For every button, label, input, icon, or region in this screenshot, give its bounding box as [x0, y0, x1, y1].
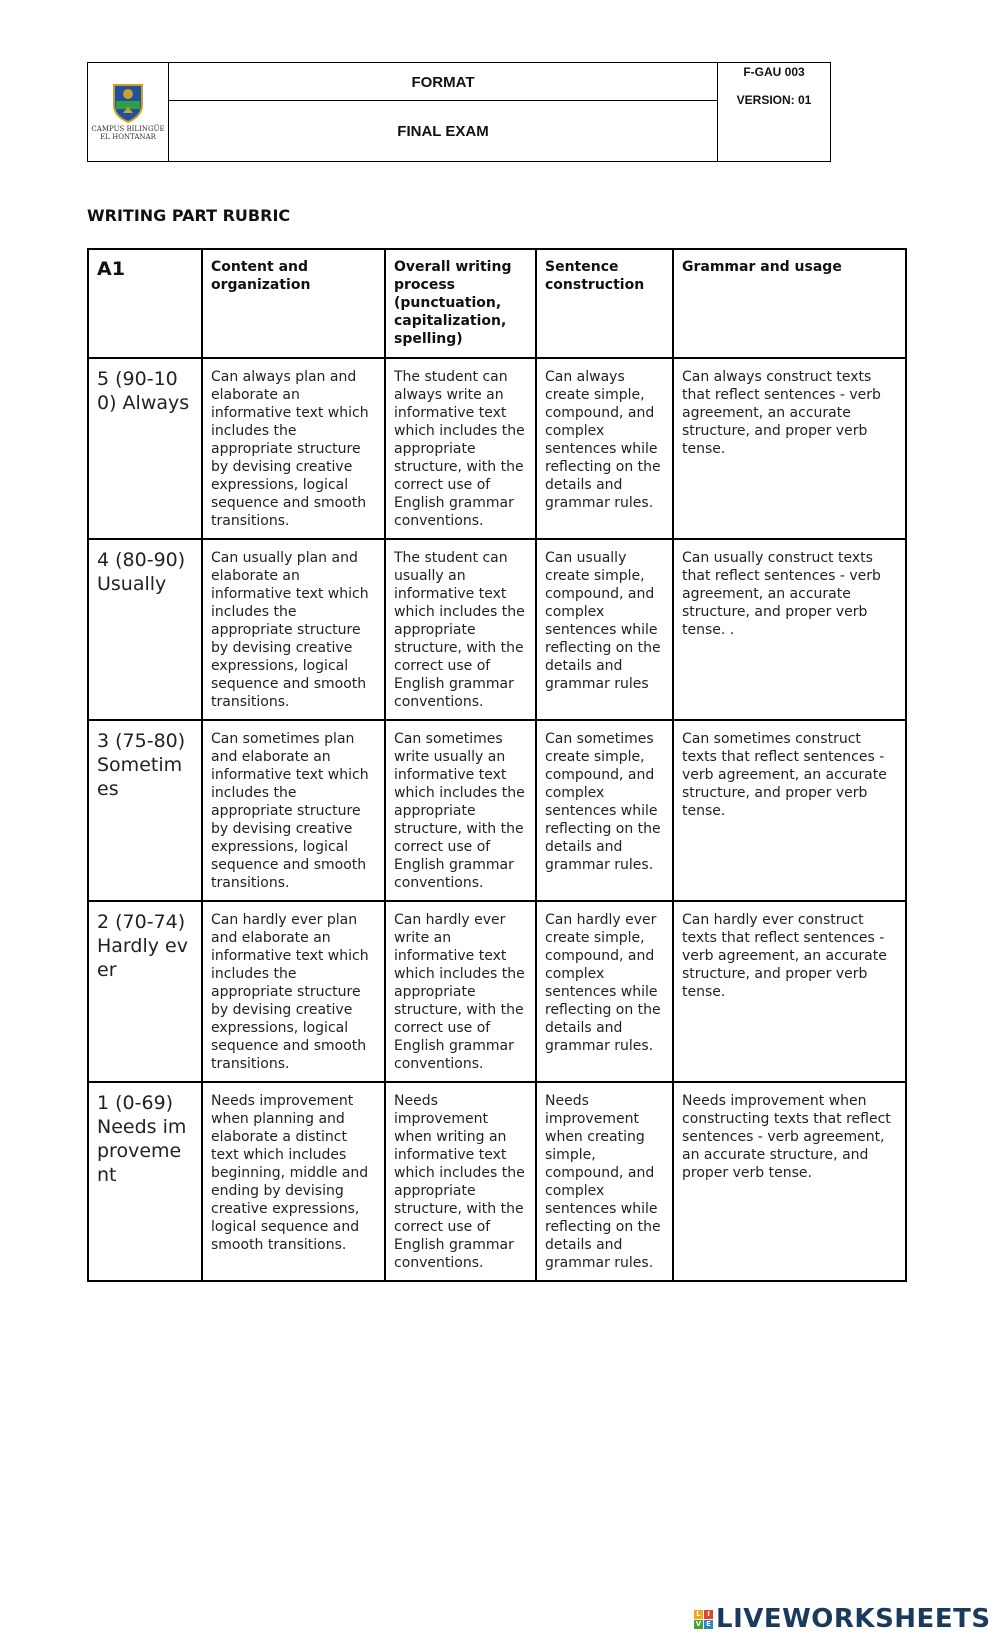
level-cell: 4 (80-90) Usually: [88, 539, 202, 720]
rubric-cell: Can sometimes plan and elaborate an informative text which includes the appropriate structure by devising creative expressions, logical sequence and smooth transitions.: [202, 720, 385, 901]
rubric-cell: Can always construct texts that reflect sentences - verb agreement, an accurate structure, and proper verb tense.: [673, 358, 906, 539]
rubric-cell: Needs improvement when writing an informative text which includes the appropriate structure, with the correct use of English grammar conventions.: [385, 1082, 536, 1281]
badge-letter: V: [695, 1619, 702, 1628]
rubric-row: [88, 1082, 906, 1281]
rubric-cell: Needs improvement when creating simple, compound, and complex sentences while reflecting on the details and grammar rules.: [536, 1082, 673, 1281]
rubric-table: [87, 248, 907, 1282]
rubric-cell: Can usually plan and elaborate an informative text which includes the appropriate structure by devising creative expressions, logical sequence and smooth transitions.: [202, 539, 385, 720]
rubric-cell: Can always create simple, compound, and complex sentences while reflecting on the details and grammar rules.: [536, 358, 673, 539]
liveworksheets-brand[interactable]: [694, 1604, 991, 1634]
rubric-cell: Can hardly ever plan and elaborate an informative text which includes the appropriate structure by devising creative expressions, logical sequence and smooth transitions.: [202, 901, 385, 1082]
rubric-cell: Can hardly ever create simple, compound, and complex sentences while reflecting on the details and grammar rules.: [536, 901, 673, 1082]
rubric-row: [88, 720, 906, 901]
document-code: F-GAU 003: [743, 65, 805, 79]
rubric-cell: Can sometimes construct texts that reflect sentences - verb agreement, an accurate structure, and proper verb tense.: [673, 720, 906, 901]
column-header-grammar: Grammar and usage: [673, 249, 906, 358]
school-crest-icon: [111, 83, 145, 123]
section-title: WRITING PART RUBRIC: [87, 206, 291, 225]
rubric-cell: Can always plan and elaborate an informative text which includes the appropriate structure by devising creative expressions, logical sequence and smooth transitions.: [202, 358, 385, 539]
document-version: VERSION: 01: [736, 93, 812, 107]
rubric-cell: Needs improvement when constructing texts that reflect sentences - verb agreement, an accurate structure, and proper verb tense.: [673, 1082, 906, 1281]
rubric-cell: Can sometimes create simple, compound, and complex sentences while reflecting on the details and grammar rules.: [536, 720, 673, 901]
level-cell: 2 (70-74) Hardly ever: [88, 901, 202, 1082]
rubric-cell: Needs improvement when planning and elaborate a distinct text which includes beginning, middle and ending by devising creative expressions, logical sequence and smooth transitions.: [202, 1082, 385, 1281]
rubric-row: [88, 901, 906, 1082]
level-column-header: A1: [88, 249, 202, 358]
level-cell: 1 (0-69) Needs improvement: [88, 1082, 202, 1281]
column-header-sentence: Sentence construction: [536, 249, 673, 358]
rubric-row: [88, 539, 906, 720]
rubric-cell: Can hardly ever construct texts that reflect sentences - verb agreement, an accurate structure, and proper verb tense.: [673, 901, 906, 1082]
logo-caption-line1: CAMPUS BILINGÜE: [91, 125, 165, 133]
rubric-cell: Can sometimes write usually an informative text which includes the appropriate structure, with the correct use of English grammar conventions.: [385, 720, 536, 901]
badge-letter: I: [704, 1610, 713, 1619]
rubric-cell: The student can always write an informative text which includes the appropriate structure, with the correct use of English grammar conventions.: [385, 358, 536, 539]
code-cell: [718, 63, 830, 161]
column-header-content: Content and organization: [202, 249, 385, 358]
badge-letter: L: [694, 1610, 703, 1619]
logo-caption-line2: EL HONTANAR: [100, 133, 156, 141]
document-header: [87, 62, 831, 162]
rubric-cell: Can hardly ever write an informative text which includes the appropriate structure, with the correct use of English grammar conventions.: [385, 901, 536, 1082]
badge-letter: E: [704, 1620, 713, 1629]
level-cell: 5 (90-100) Always: [88, 358, 202, 539]
exam-label: FINAL EXAM: [397, 122, 489, 140]
liveworksheets-logo-icon: [694, 1610, 713, 1629]
brand-text: LIVEWORKSHEETS: [716, 1604, 991, 1634]
format-label: FORMAT: [169, 63, 717, 101]
title-cell: [169, 63, 718, 161]
rubric-cell: Can usually construct texts that reflect sentences - verb agreement, an accurate structure, and proper verb tense. .: [673, 539, 906, 720]
rubric-cell: Can usually create simple, compound, and complex sentences while reflecting on the details and grammar rules: [536, 539, 673, 720]
logo-cell: [88, 63, 169, 161]
column-header-writing-process: Overall writing process (punctuation, capitalization, spelling): [385, 249, 536, 358]
logo-caption: [91, 125, 164, 141]
rubric-row: [88, 358, 906, 539]
rubric-header-row: [88, 249, 906, 358]
rubric-cell: The student can usually an informative text which includes the appropriate structure, with the correct use of English grammar conventions.: [385, 539, 536, 720]
level-cell: 3 (75-80) Sometimes: [88, 720, 202, 901]
